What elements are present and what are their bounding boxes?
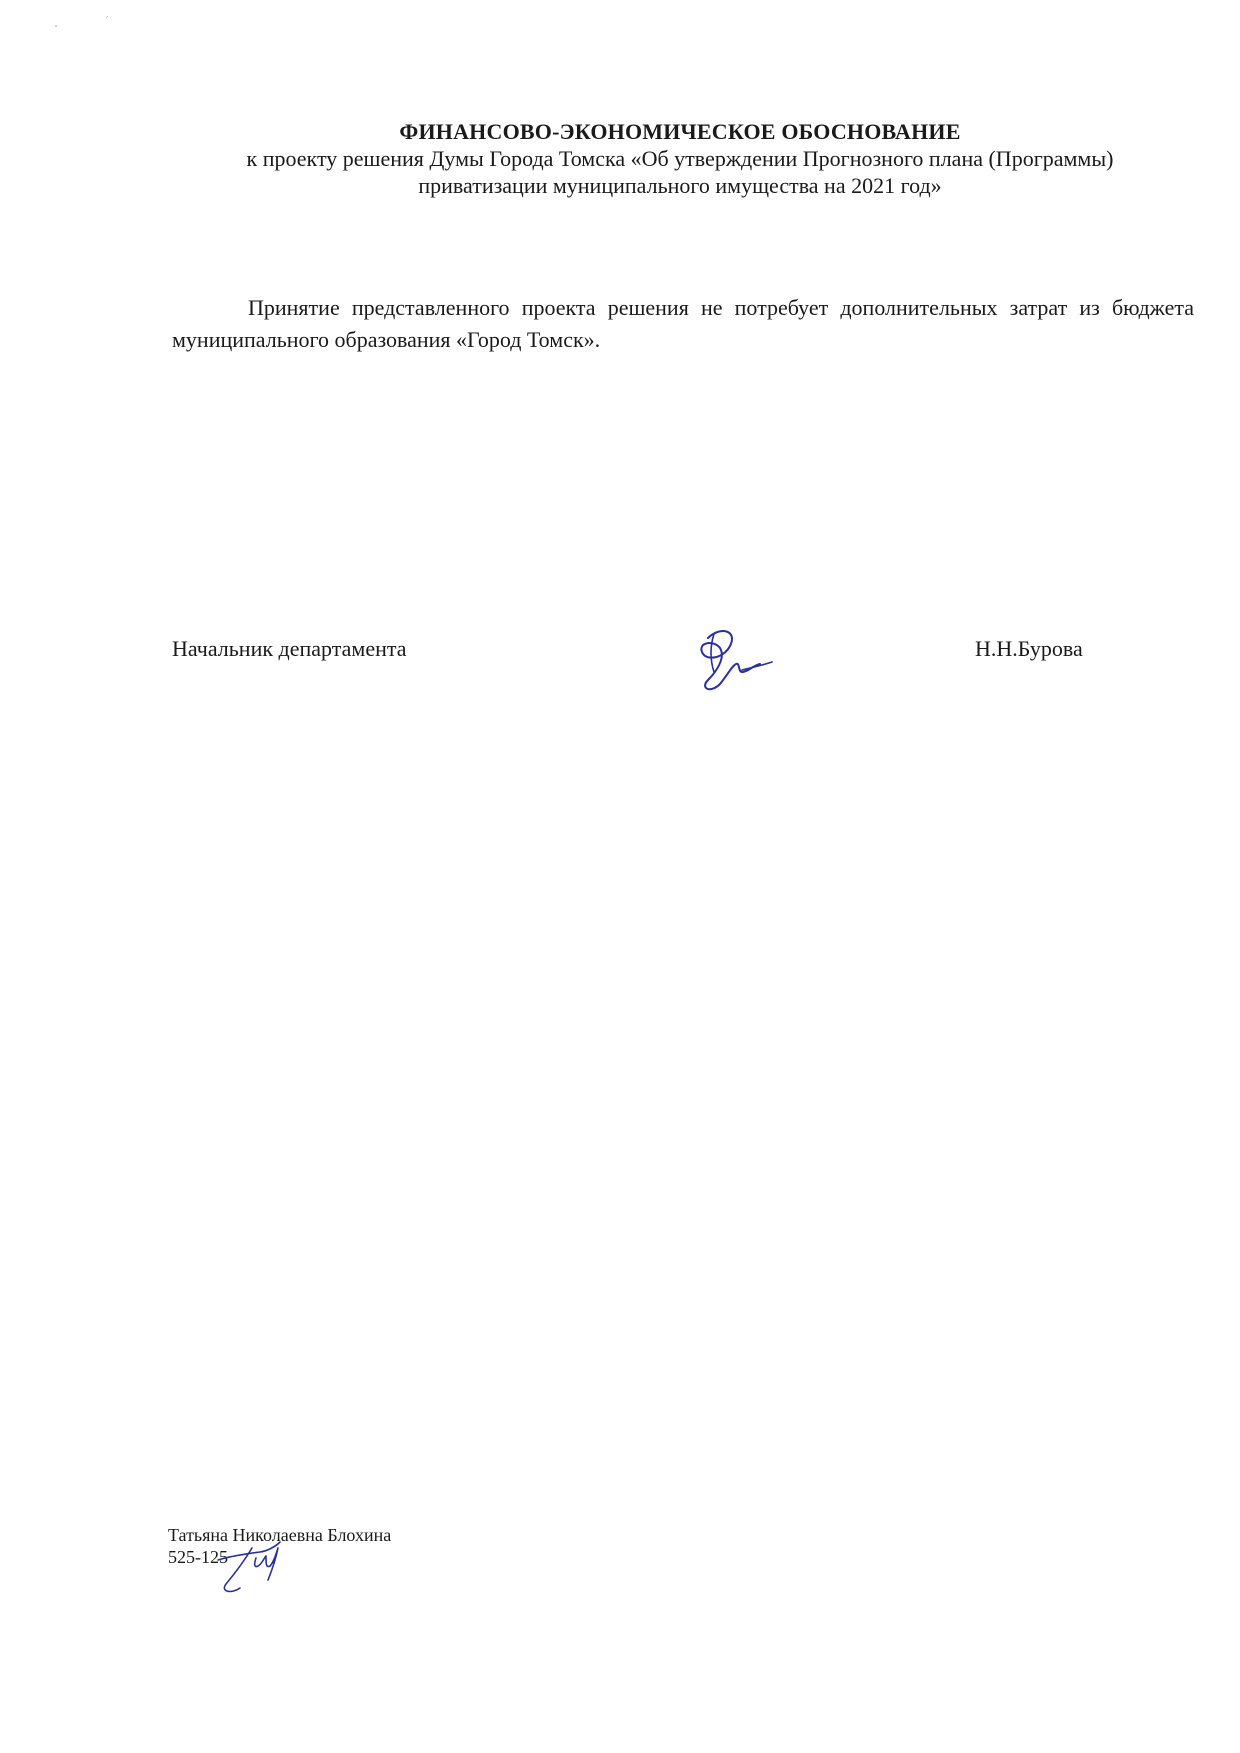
executor-signature-image xyxy=(210,1540,310,1600)
signature-block xyxy=(0,626,1240,716)
scan-specks xyxy=(50,14,120,34)
signature-image xyxy=(680,616,780,706)
document-header xyxy=(150,118,1210,199)
executor-phone: 525-125 xyxy=(168,1547,228,1567)
executor-name: Татьяна Николаевна Блохина xyxy=(168,1525,392,1545)
document-subtitle-line-2: приватизации муниципального имущества на 2021 год» xyxy=(418,173,942,198)
document-title: ФИНАНСОВО-ЭКОНОМИЧЕСКОЕ ОБОСНОВАНИЕ xyxy=(399,119,961,144)
document-body: Принятие представленного проекта решения не потребует дополнительных затрат из бюджета муниципального образования «Город Томск». xyxy=(172,295,1194,352)
signatory-name: Н.Н.Бурова xyxy=(975,636,1083,661)
document-subtitle-line-1: к проекту решения Думы Города Томска «Об утверждении Прогнозного плана (Программы) xyxy=(246,146,1114,171)
signatory-position: Начальник департамента xyxy=(172,636,407,661)
